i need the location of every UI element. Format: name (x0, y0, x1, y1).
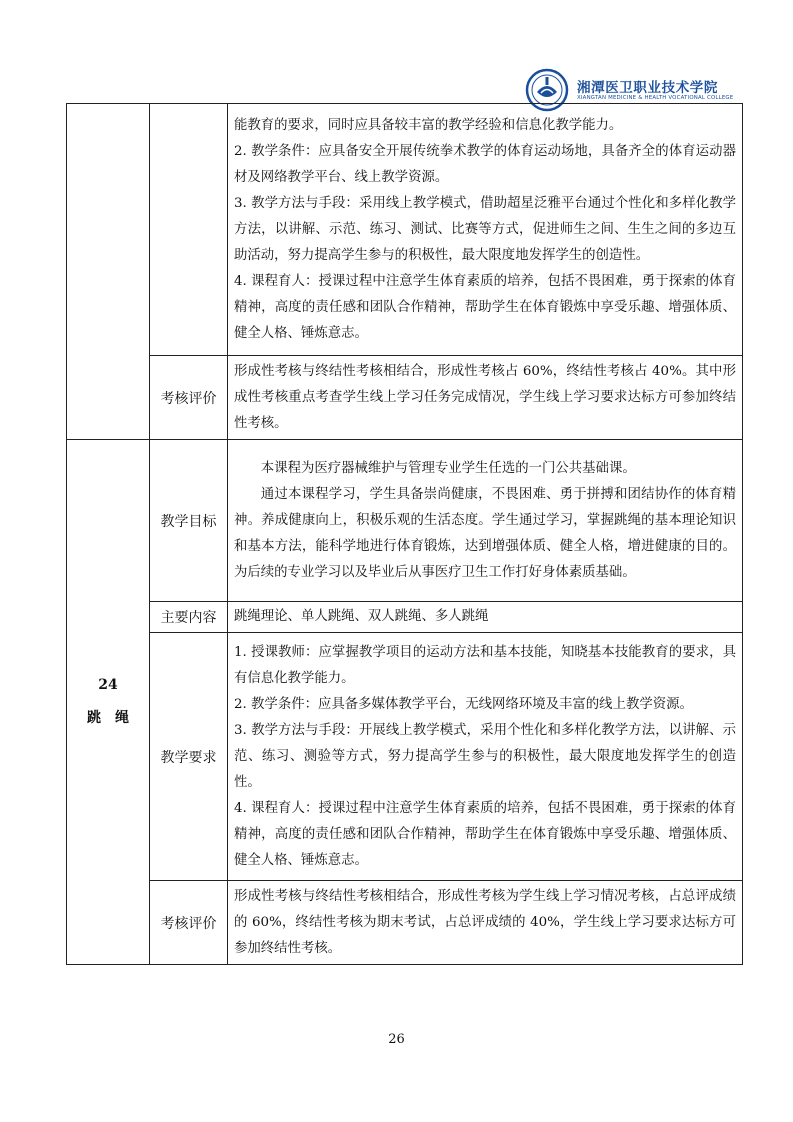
prev-requirement-item: 3. 教学方法与手段：采用线上教学模式，借助超星泛雅平台通过个性化和多样化教学方法，以讲解、示范、练习、测试、比赛等方式，促进师生之间、生生之间的多边互助活动，努力提高学生参与的积极性，最大限度地发挥学生的创造性。 (234, 195, 736, 263)
course-name: 跳绳 (87, 710, 143, 726)
prev-assessment-label: 考核评价 (150, 356, 228, 440)
prev-requirements-label-cell (150, 104, 228, 356)
prev-assessment-text: 形成性考核与终结性考核相结合，形成性考核占 60%，终结性考核占 40%。其中形成性考核重点考查学生线上学习任务完成情况，学生线上学习要求达标方可参加终结性考核。 (228, 356, 743, 440)
course-table (66, 103, 743, 965)
prev-requirement-item: 2. 教学条件：应具备安全开展传统拳术教学的体育运动场地，具备齐全的体育运动器材及网络教学平台、线上教学资源。 (234, 143, 736, 185)
objectives-row (67, 440, 743, 602)
college-name-en: XIANGTAN MEDICINE & HEALTH VOCATIONAL COLLEGE (577, 95, 734, 101)
prev-requirements-row (67, 104, 743, 356)
prev-requirement-item: 能教育的要求，同时应具备较丰富的教学经验和信息化教学能力。 (234, 117, 623, 133)
content-row (67, 602, 743, 633)
requirement-item: 1. 授课教师：应掌握教学项目的运动方法和基本技能，知晓基本技能教育的要求，具有信息化教学能力。 (234, 644, 736, 686)
requirement-item: 3. 教学方法与手段：开展线上教学模式，采用个性化和多样化教学方法，以讲解、示范、练习、测验等方式，努力提高学生参与的积极性，最大限度地发挥学生的创造性。 (234, 722, 736, 790)
objectives-cell (228, 440, 743, 602)
content-label: 主要内容 (150, 602, 228, 633)
requirements-label: 教学要求 (150, 633, 228, 881)
college-name-cn: 湘潭医卫职业技术学院 (577, 80, 718, 96)
prev-course-cell (67, 104, 150, 440)
objective-paragraph: 本课程为医疗器械维护与管理专业学生任选的一门公共基础课。 (260, 460, 636, 476)
course-number: 24 (98, 677, 118, 693)
page-number: 26 (388, 1032, 405, 1047)
prev-requirements-cell (228, 104, 743, 356)
prev-assessment-row (67, 356, 743, 440)
prev-requirement-item: 4. 课程育人：授课过程中注意学生体育素质的培养，包括不畏困难，勇于探索的体育精神，高度的责任感和团队合作精神，帮助学生在体育锻炼中享受乐趣、增强体质、健全人格、锤炼意志。 (234, 273, 736, 341)
assessment-row (67, 881, 743, 965)
content-text: 跳绳理论、单人跳绳、双人跳绳、多人跳绳 (228, 602, 743, 633)
requirement-item: 4. 课程育人：授课过程中注意学生体育素质的培养，包括不畏困难，勇于探索的体育精神，高度的责任感和团队合作精神，帮助学生在体育锻炼中享受乐趣、增强体质、健全人格、锤炼意志。 (234, 800, 736, 868)
requirement-item: 2. 教学条件：应具备多媒体教学平台，无线网络环境及丰富的线上教学资源。 (234, 696, 693, 712)
requirements-row (67, 633, 743, 881)
course-name-cell (67, 440, 150, 965)
objectives-label: 教学目标 (150, 440, 228, 602)
requirements-cell (228, 633, 743, 881)
objective-paragraph: 通过本课程学习，学生具备崇尚健康，不畏困难、勇于拼搏和团结协作的体育精神。养成健康向上，积极乐观的生活态度。学生通过学习，掌握跳绳的基本理论知识和基本方法，能科学地进行体育锻炼，达到增强体质、健全人格，增进健康的目的。为后续的专业学习以及毕业后从事医疗卫生工作打好身体素质基础。 (234, 486, 736, 580)
assessment-label: 考核评价 (150, 881, 228, 965)
assessment-text: 形成性考核与终结性考核相结合，形成性考核为学生线上学习情况考核，占总评成绩的 60%，终结性考核为期末考试，占总评成绩的 40%，学生线上学习要求达标方可参加终结性考核。 (228, 881, 743, 965)
